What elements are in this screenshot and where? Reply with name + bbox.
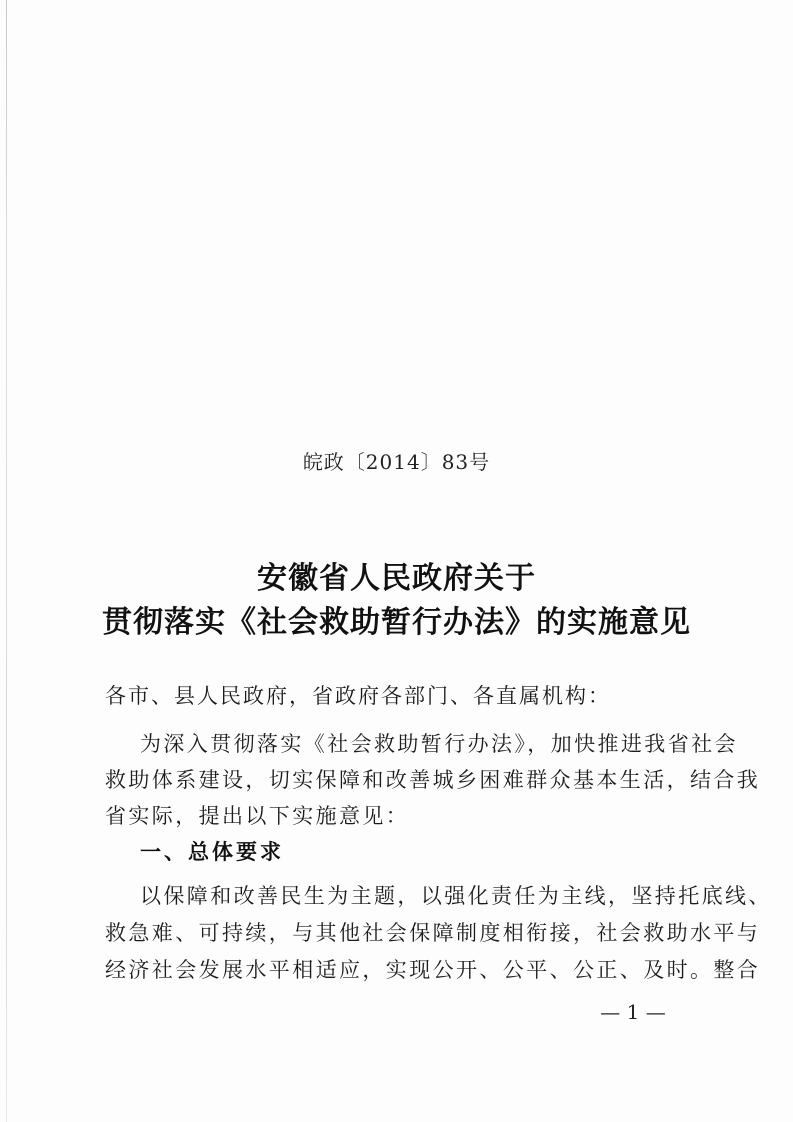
addressee: 各市、县人民政府，省政府各部门、各直属机构： (105, 684, 611, 708)
intro-paragraph-line: 省实际，提出以下实施意见： (105, 804, 410, 828)
section-paragraph-line: 经济社会发展水平相适应，实现公开、公平、公正、及时。整合 (105, 958, 761, 982)
section-heading: 一、总体要求 (140, 840, 284, 864)
document-number: 皖政〔2014〕83号 (302, 450, 491, 474)
section-paragraph-line: 救急难、可持续，与其他社会保障制度相衔接，社会救助水平与 (105, 921, 761, 945)
section-paragraph-line: 以保障和改善民生为主题，以强化责任为主线，坚持托底线、 (140, 884, 772, 908)
intro-paragraph-line: 救助体系建设，切实保障和改善城乡困难群众基本生活，结合我 (105, 768, 761, 792)
document-title-line-1: 安徽省人民政府关于 (257, 561, 536, 596)
intro-paragraph-line: 为深入贯彻落实《社会救助暂行办法》，加快推进我省社会 (140, 732, 738, 756)
document-title-line-2: 贯彻落实《社会救助暂行办法》的实施意见 (102, 605, 691, 640)
page-number: — 1 — (600, 1000, 666, 1024)
